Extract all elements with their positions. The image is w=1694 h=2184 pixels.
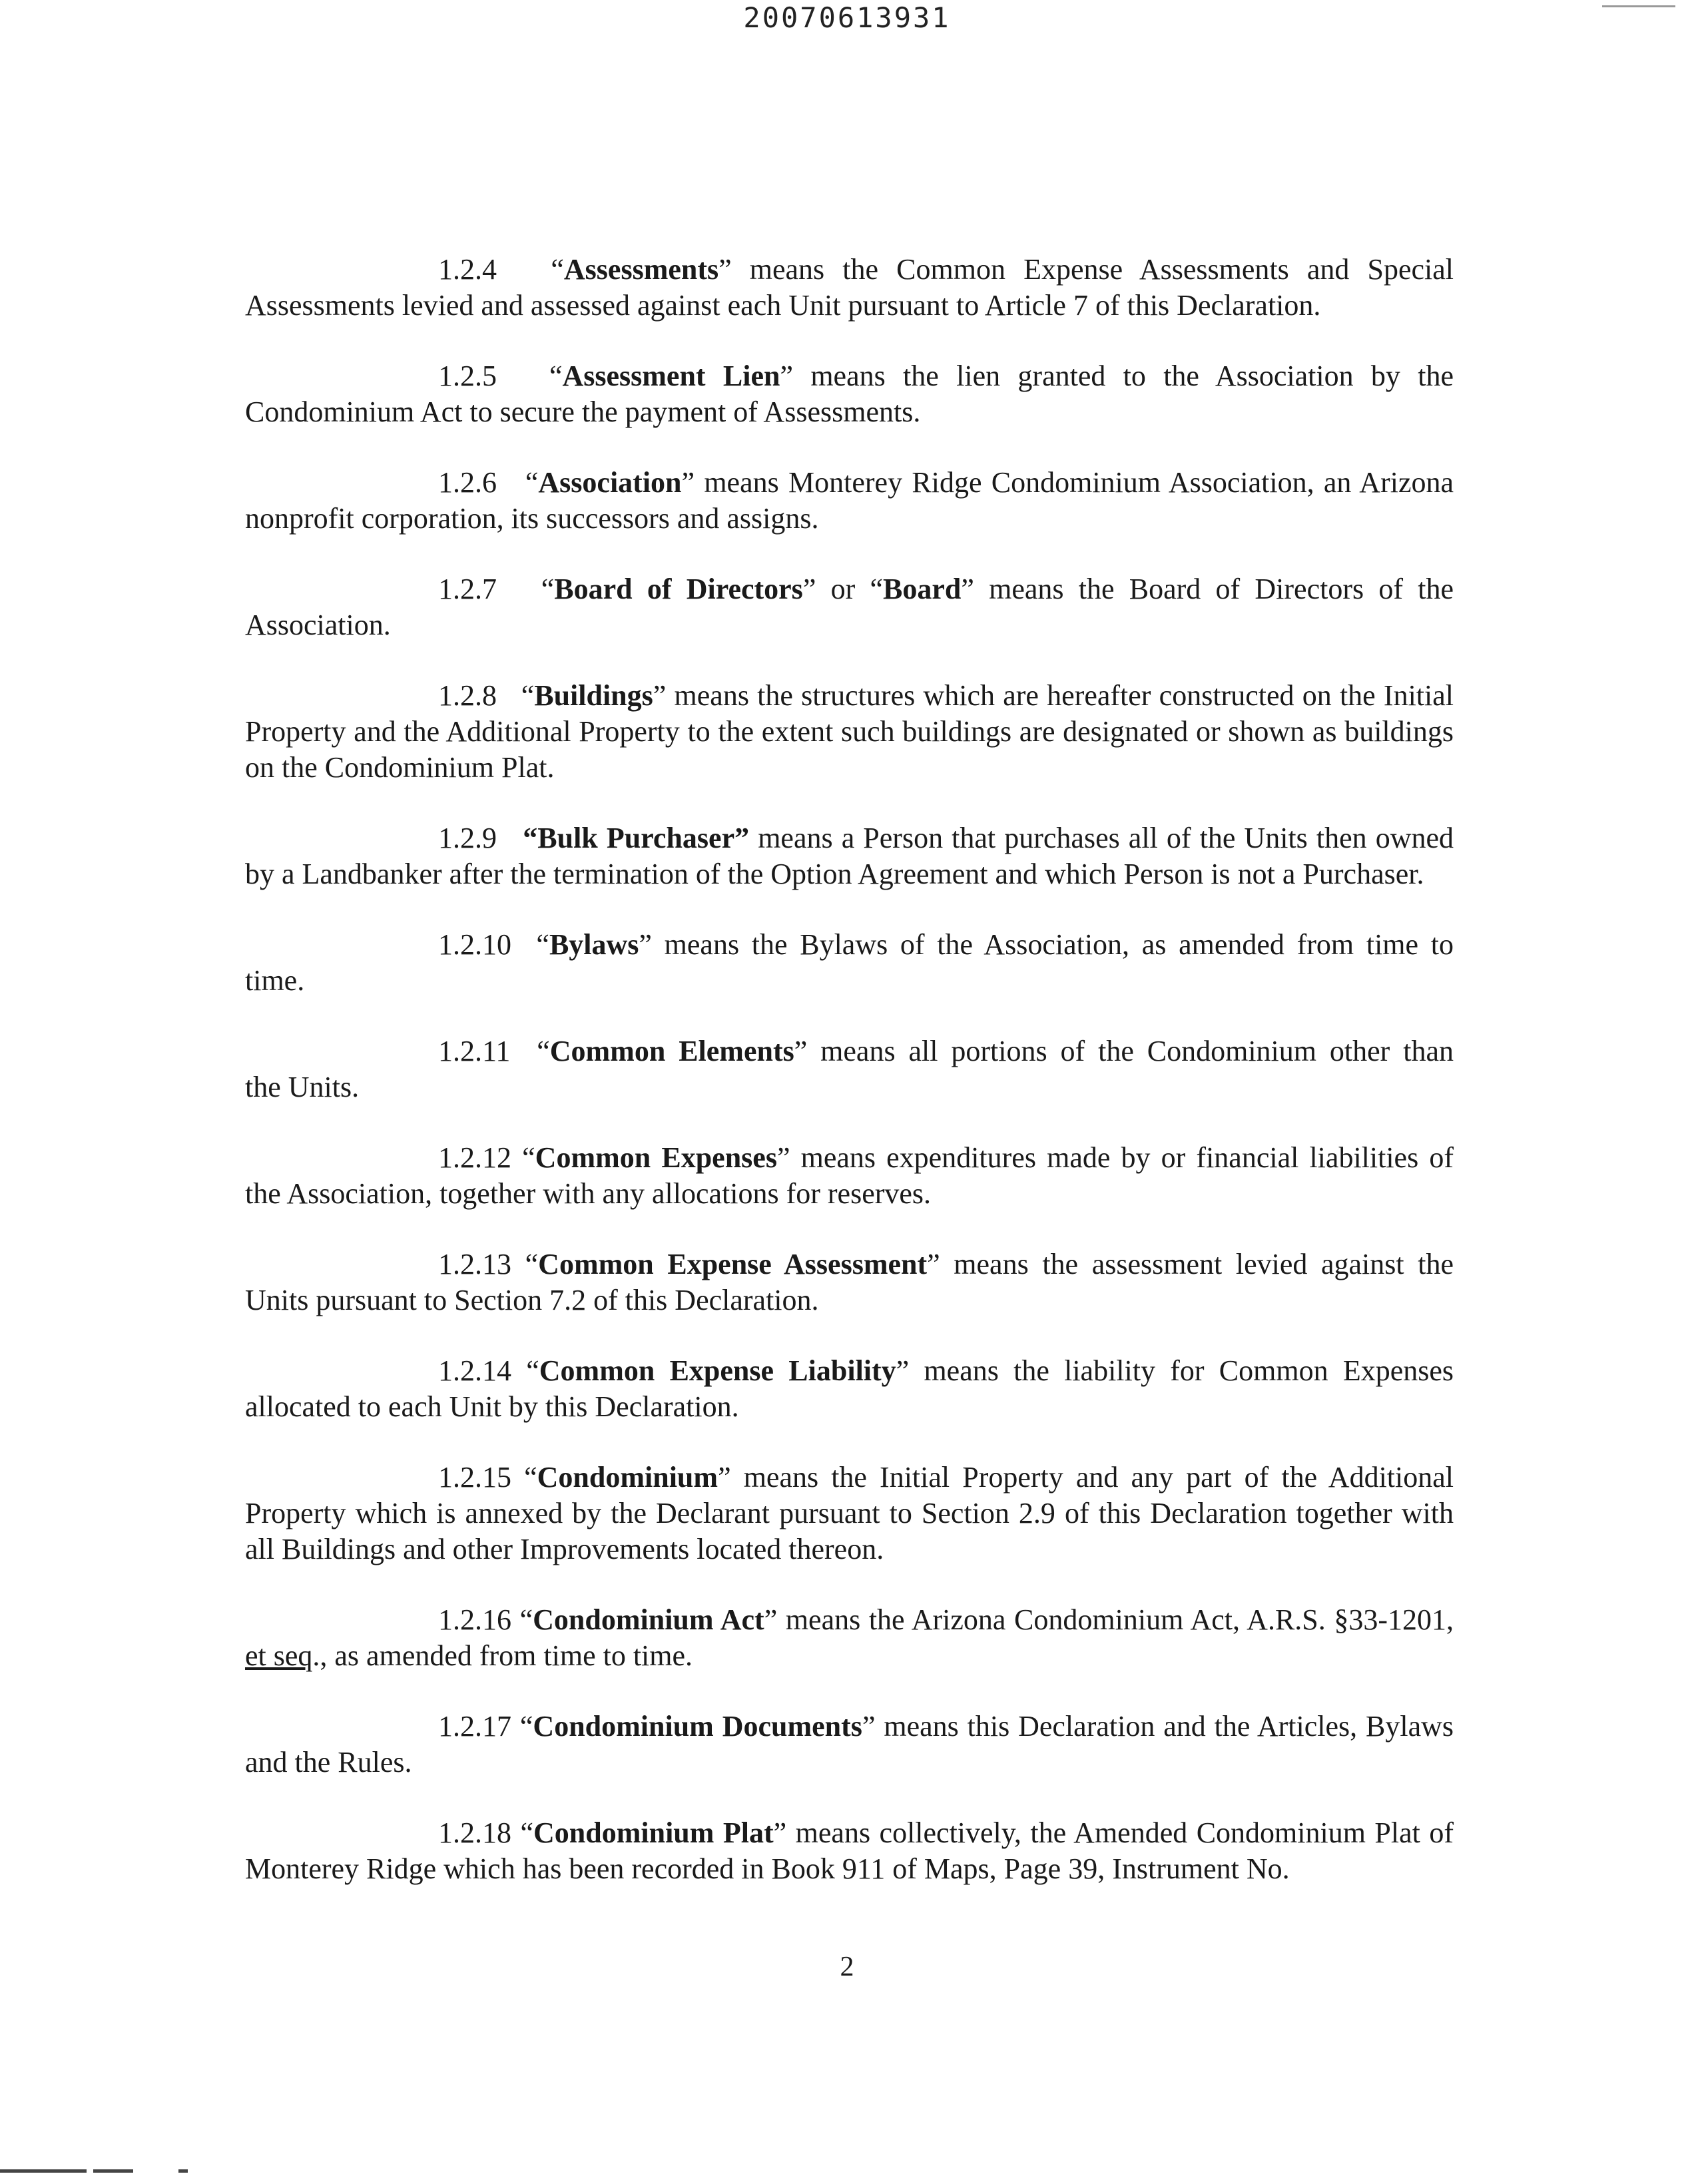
- definition-text: means expenditures made by or financial liabilities of the Association, together with any allocations for reserves.: [245, 1141, 1454, 1210]
- page-number: 2: [840, 1952, 854, 1982]
- definition-item: 1.2.7 “Board of Directors” or “Board” means the Board of Directors of the Association.: [245, 571, 1454, 643]
- defined-term: Condominium: [537, 1461, 718, 1494]
- defined-term: Bylaws: [549, 928, 639, 961]
- definition-text: means the assessment levied against the Units pursuant to Section 7.2 of this Declaration.: [245, 1248, 1454, 1316]
- definition-item: 1.2.6 “Association” means Monterey Ridge Condominium Association, an Arizona nonprofit corporation, its successors and assigns.: [245, 466, 1454, 535]
- definition-continuation: time.: [245, 964, 305, 997]
- defined-term: Condominium Plat: [533, 1816, 774, 1849]
- latin-citation: et seq: [245, 1639, 313, 1672]
- definition-number: 1.2.8: [438, 679, 497, 712]
- defined-term: Association: [538, 466, 682, 499]
- defined-term-alt: Board: [883, 573, 962, 605]
- defined-term: Condominium Act: [533, 1603, 764, 1636]
- definition-text: means the Common Expense Assessments and Special Assessments levied and assessed against each Unit pursuant to Article 7 of this Declaration.: [245, 253, 1454, 322]
- definition-number: 1.2.7: [438, 573, 497, 605]
- definition-item: 1.2.8 “Buildings” means the structures which are hereafter constructed on the Initial Property and the Additional Property to the extent such buildings are designated or shown as buildings on the Condominium Plat.: [245, 679, 1454, 784]
- scan-corner-mark: [1602, 5, 1675, 11]
- definition-text: means the lien granted to the Association by the Condominium Act to secure the payment of Assessments.: [245, 360, 1454, 428]
- defined-term: Common Expense Liability: [539, 1354, 896, 1387]
- defined-term: Bulk Purchaser: [537, 822, 735, 854]
- definition-number: 1.2.18: [438, 1816, 511, 1849]
- definition-text: means the Initial Property and any part of the Additional Property which is annexed by the Declarant pursuant to Section 2.9 of this Declaration together with all Buildings and other Improvements located thereon.: [245, 1461, 1454, 1565]
- definition-number: 1.2.12: [438, 1141, 511, 1174]
- definition-text: means this Declaration and the Articles, Bylaws and the Rules.: [245, 1710, 1454, 1778]
- definition-item: 1.2.5 “Assessment Lien” means the lien granted to the Association by the Condominium Act to secure the payment of Assessments.: [245, 360, 1454, 428]
- definition-number: 1.2.17: [438, 1710, 511, 1743]
- definition-number: 1.2.9: [438, 822, 497, 854]
- definition-item: 1.2.15 “Condominium” means the Initial Property and any part of the Additional Property which is annexed by the Declarant pursuant to Section 2.9 of this Declaration together with all Buildings and other Improvements located thereon.: [245, 1461, 1454, 1565]
- definition-number: 1.2.6: [438, 466, 497, 499]
- definition-number: 1.2.11: [438, 1035, 511, 1067]
- definitions-section: [245, 252, 1454, 1922]
- definition-item: 1.2.9 “Bulk Purchaser” means a Person that purchases all of the Units then owned by a Landbanker after the termination of the Option Agreement and which Person is not a Purchaser.: [245, 822, 1454, 890]
- definition-number: 1.2.14: [438, 1354, 511, 1387]
- defined-term: Board of Directors: [554, 573, 803, 605]
- scan-edge-mark: [0, 2169, 87, 2173]
- definition-number: 1.2.4: [438, 253, 497, 286]
- definition-number: 1.2.15: [438, 1461, 511, 1494]
- definition-number: 1.2.5: [438, 360, 497, 392]
- definition-item: 1.2.14 “Common Expense Liability” means the liability for Common Expenses allocated to each Unit by this Declaration.: [245, 1354, 1454, 1423]
- defined-term: Common Expense Assessment: [538, 1248, 928, 1280]
- scan-edge-mark: [93, 2169, 133, 2173]
- definition-item: 1.2.12 “Common Expenses” means expenditures made by or financial liabilities of the Association, together with any allocations for reserves.: [245, 1141, 1454, 1210]
- defined-term: Buildings: [534, 679, 653, 712]
- recording-number: 20070613931: [743, 1, 951, 34]
- defined-term: Common Expenses: [535, 1141, 777, 1174]
- definition-item: 1.2.17 “Condominium Documents” means this Declaration and the Articles, Bylaws and the Rules.: [245, 1710, 1454, 1778]
- definition-text: means all portions of the Condominium other than: [807, 1035, 1454, 1067]
- definition-number: 1.2.16: [438, 1603, 511, 1636]
- definition-text: means Monterey Ridge Condominium Association, an Arizona nonprofit corporation, its successors and assigns.: [245, 466, 1454, 535]
- scan-edge-mark: [178, 2169, 188, 2173]
- definition-text: means the Board of Directors of the: [974, 573, 1454, 605]
- definition-continuation: the Units.: [245, 1071, 360, 1103]
- definition-item: 1.2.10 “Bylaws” means the Bylaws of the Association, as amended from time to time.: [245, 927, 1454, 999]
- definition-text: means the structures which are hereafter constructed on the Initial Property and the Additional Property to the extent such buildings are designated or shown as buildings on the Condominium Plat.: [245, 679, 1454, 784]
- definition-number: 1.2.10: [438, 928, 511, 961]
- definition-item: 1.2.18 “Condominium Plat” means collectively, the Amended Condominium Plat of Monterey Ridge which has been recorded in Book 911 of Maps, Page 39, Instrument No.: [245, 1816, 1454, 1885]
- definition-item: 1.2.4 “Assessments” means the Common Expense Assessments and Special Assessments levied and assessed against each Unit pursuant to Article 7 of this Declaration.: [245, 253, 1454, 322]
- definition-item: 1.2.11 “Common Elements” means all portions of the Condominium other than the Units.: [245, 1033, 1454, 1105]
- defined-term: Common Elements: [549, 1035, 794, 1067]
- defined-term: Assessment Lien: [562, 360, 780, 392]
- definition-text: means the liability for Common Expenses allocated to each Unit by this Declaration.: [245, 1354, 1454, 1423]
- defined-term: Assessments: [563, 253, 719, 286]
- definition-text: means the Bylaws of the Association, as amended from time to: [651, 928, 1454, 961]
- definition-text: means collectively, the Amended Condominium Plat of Monterey Ridge which has been recorded in Book 911 of Maps, Page 39, Instrument No.: [245, 1816, 1454, 1885]
- definition-continuation: Association.: [245, 609, 391, 641]
- defined-term: Condominium Documents: [533, 1710, 862, 1743]
- definition-text: means the Arizona Condominium Act, A.R.S. §33-1201,: [777, 1603, 1454, 1636]
- definition-number: 1.2.13: [438, 1248, 511, 1280]
- definition-item: 1.2.13 “Common Expense Assessment” means the assessment levied against the Units pursuant to Section 7.2 of this Declaration.: [245, 1248, 1454, 1316]
- definition-item: 1.2.16 “Condominium Act” means the Arizona Condominium Act, A.R.S. §33-1201, et seq., as amended from time to time.: [245, 1603, 1454, 1672]
- definition-text: means a Person that purchases all of the Units then owned by a Landbanker after the termination of the Option Agreement and which Person is not a Purchaser.: [245, 822, 1454, 890]
